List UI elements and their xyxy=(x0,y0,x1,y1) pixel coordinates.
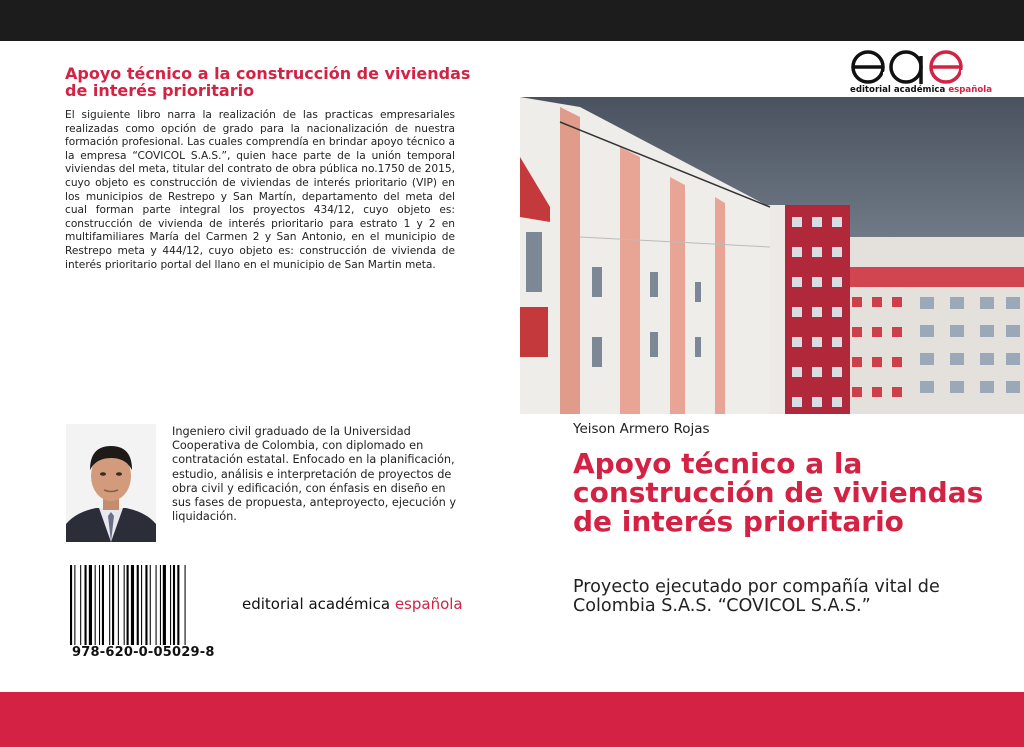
logo-text-part2: española xyxy=(948,85,992,95)
top-bar xyxy=(0,0,1024,41)
bottom-bar xyxy=(0,692,1024,747)
publisher-logo-text xyxy=(850,85,992,95)
publisher-name-part2: española xyxy=(394,595,463,613)
publisher-name-part1: editorial académica xyxy=(242,595,395,613)
author-photo xyxy=(66,424,156,542)
cover-title: Apoyo técnico a la construcción de viviendas de interés prioritario xyxy=(573,447,984,538)
back-cover-synopsis: El siguiente libro narra la realización de las practicas empresariales realizadas como opción de grado para la nacionalización de nuestra formación profesional. Las cuales comprendía en brindar apoyo técnico a la empresa “COVICOL S.A.S.”, quien hace parte de la unión temporal viviendas del meta, titular del contrato de obra pública no.1750 de 2015, cuyo objeto es construcción de viviendas de interés prioritario (VIP) en los municipios de Restrepo y San Martín, departamento del meta del cual forman parte integral los proyectos 434/12, cuyo objeto es: construcción de vivienda de interés prioritario para estrato 1 y 2 en multifamiliares María del Carmen 2 y San Antonio, en el municipio de Restrepo meta y 444/12, cuyo objeto es: construcción de vivienda de interés prioritario portal del llano en el municipio de San Martin meta. xyxy=(65,109,455,271)
cover-author-name: Yeison Armero Rojas xyxy=(573,421,710,437)
isbn-number: 978-620-0-05029-8 xyxy=(72,645,215,660)
author-bio: Ingeniero civil graduado de la Universidad Cooperativa de Colombia, con diplomado en contratación estatal. Enfocado en la planificación, estudio, análisis e interpretación de proyectos de obra civil y edificación, con énfasis en diseño en sus fases de propuesta, anteproyecto, ejecución y liquidación. xyxy=(172,425,457,524)
barcode xyxy=(70,565,214,645)
back-cover-title: Apoyo técnico a la construcción de viviendas de interés prioritario xyxy=(65,64,471,100)
publisher-name-back xyxy=(242,595,463,613)
cover-subtitle: Proyecto ejecutado por compañía vital de Colombia S.A.S. “COVICOL S.A.S.” xyxy=(573,577,940,616)
logo-text-part1: editorial académica xyxy=(850,85,949,95)
cover-photo-apartment-buildings xyxy=(520,97,1024,414)
